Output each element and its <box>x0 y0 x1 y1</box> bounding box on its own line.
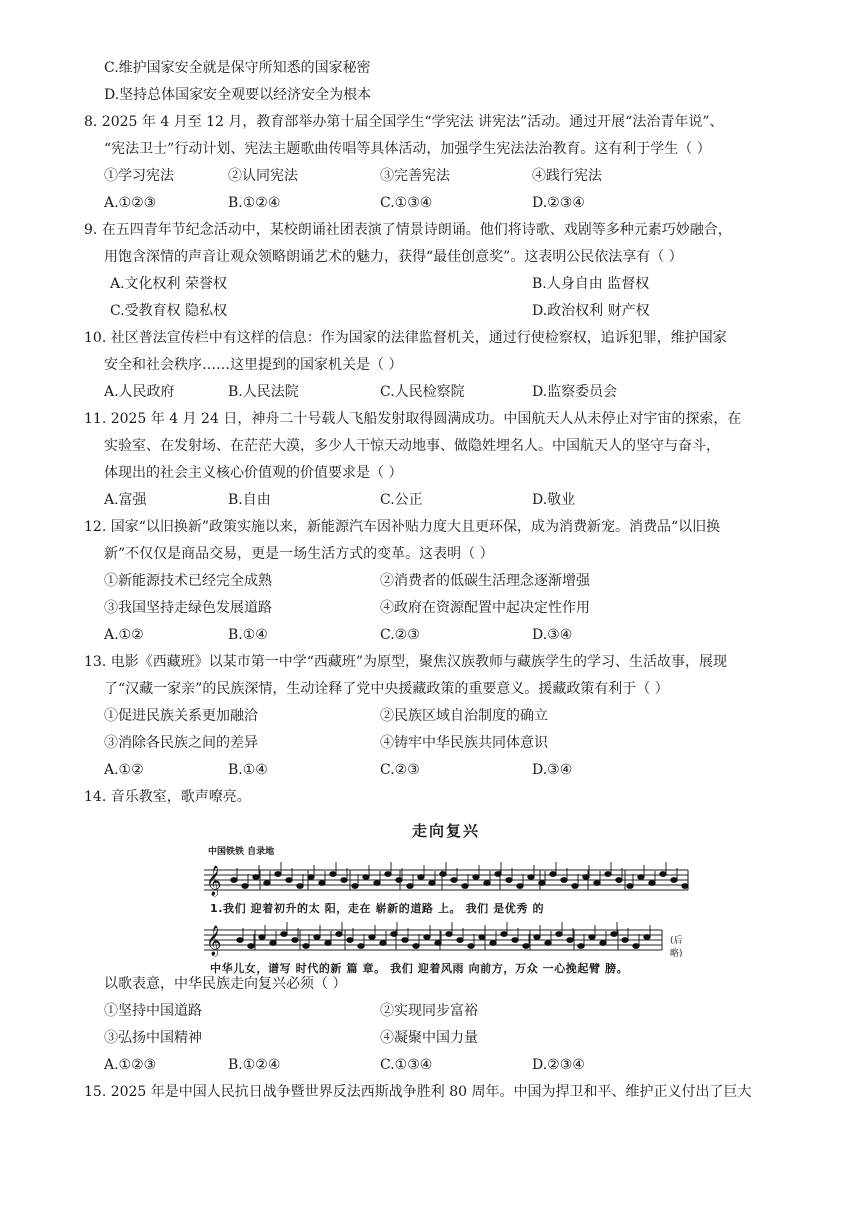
text-line: B.①②④ <box>228 195 281 211</box>
text-line: ③我国坚持走绿色发展道路 <box>104 600 272 616</box>
text-line: ②实现同步富裕 <box>380 1003 478 1019</box>
text-line: “宪法卫士”行动计划、宪法主题歌曲传唱等具体活动，加强学生宪法法治教育。这有利于学生（ ） <box>104 141 711 157</box>
text-line: ③弘扬中国精神 <box>104 1030 202 1046</box>
text-line: 体现出的社会主义核心价值观的价值要求是（ ） <box>104 465 403 481</box>
text-line: ④践行宪法 <box>532 168 602 184</box>
text-line: B.人民法院 <box>228 384 299 400</box>
text-line: D.敬业 <box>532 492 576 508</box>
staff-notation-image <box>200 820 692 978</box>
score-lyrics-line-1: 1.我们 迎着初升的太 阳，走在 崭新的道路 上。 我们 是优秀 的 <box>210 902 545 915</box>
text-line: C.维护国家安全就是保守所知悉的国家秘密 <box>104 60 371 76</box>
text-line: C.②③ <box>380 627 420 643</box>
text-line: 新”不仅仅是商品交易，更是一场生活方式的变革。这表明（ ） <box>104 546 494 562</box>
svg-text:𝄞: 𝄞 <box>206 866 222 896</box>
text-line: A.①② <box>104 762 144 778</box>
text-line: ②民族区域自治制度的确立 <box>380 708 548 724</box>
text-line: 11. 2025 年 4 月 24 日，神舟二十号载人飞船发射取得圆满成功。中国航天人从未停止对宇宙的探索，在 <box>84 411 742 427</box>
text-line: ③消除各民族之间的差异 <box>104 735 258 751</box>
text-line: 12. 国家“以旧换新”政策实施以来，新能源汽车因补贴力度大且更环保，成为消费新宠。消费品“以旧换 <box>84 519 721 535</box>
text-line: D.监察委员会 <box>532 384 618 400</box>
text-line: C.公正 <box>380 492 423 508</box>
text-line: D.政治权利 财产权 <box>532 303 650 319</box>
score-end-tag: (后略) <box>670 936 683 959</box>
text-line: 实验室、在发射场、在茫茫大漠，多少人干惊天动地事、做隐姓埋名人。中国航天人的坚守与奋斗， <box>104 438 720 454</box>
text-line: B.①④ <box>228 762 268 778</box>
text-line: ①促进民族关系更加融洽 <box>104 708 258 724</box>
text-line: A.文化权利 荣誉权 <box>110 276 228 292</box>
text-line: 用饱含深情的声音让观众领略朗诵艺术的魅力，获得“最佳创意奖”。这表明公民依法享有（ ） <box>104 249 683 265</box>
text-line: ①学习宪法 <box>104 168 174 184</box>
text-line: D.③④ <box>532 627 573 643</box>
text-line: C.①③④ <box>380 195 433 211</box>
text-line: 安全和社会秩序……这里提到的国家机关是（ ） <box>104 357 403 373</box>
text-line: B.人身自由 监督权 <box>532 276 650 292</box>
text-line: C.受教育权 隐私权 <box>110 303 228 319</box>
text-line: B.自由 <box>228 492 271 508</box>
svg-text:𝄞: 𝄞 <box>206 926 222 956</box>
text-line: ③完善宪法 <box>380 168 450 184</box>
text-line: 8. 2025 年 4 月至 12 月，教育部举办第十届全国学生“学宪法 讲宪法”活动。通过开展“法治青年说”、 <box>84 114 724 130</box>
text-line: A.①② <box>104 627 144 643</box>
text-line: ④凝聚中国力量 <box>380 1030 478 1046</box>
text-line: D.②③④ <box>532 1057 585 1073</box>
text-line: D.③④ <box>532 762 573 778</box>
text-line: ②消费者的低碳生活理念逐渐增强 <box>380 573 590 589</box>
text-line: ④政府在资源配置中起决定性作用 <box>380 600 590 616</box>
text-line: ①新能源技术已经完全成熟 <box>104 573 272 589</box>
text-line: C.②③ <box>380 762 420 778</box>
score-title: 走向复兴 <box>411 822 480 840</box>
text-line: ①坚持中国道路 <box>104 1003 202 1019</box>
text-line: 了“汉藏一家亲”的民族深情，生动诠释了党中央援藏政策的重要意义。援藏政策有利于（ ） <box>104 681 669 697</box>
text-line: A.人民政府 <box>104 384 175 400</box>
text-line: 9. 在五四青年节纪念活动中，某校朗诵社团表演了情景诗朗诵。他们将诗歌、戏剧等多种元素巧妙融合， <box>84 222 732 238</box>
score-credit: 中国铁铁 自录地 <box>208 847 275 857</box>
text-line: D.坚持总体国家安全观要以经济安全为根本 <box>104 87 372 103</box>
text-line: 10. 社区普法宣传栏中有这样的信息：作为国家的法律监督机关，通过行使检察权，追诉犯罪，维护国家 <box>84 330 727 346</box>
music-score-figure <box>200 820 692 978</box>
score-lyrics-line-2: 中华儿女，谱写 时代的新 篇 章。 我们 迎着风雨 向前方，万众 一心挽起臂 膀。 <box>210 962 629 975</box>
text-line: 13. 电影《西藏班》以某市第一中学“西藏班”为原型，聚焦汉族教师与藏族学生的学习、生活故事，展现 <box>84 654 728 670</box>
text-line: D.②③④ <box>532 195 585 211</box>
text-line: A.①②③ <box>104 195 157 211</box>
text-line: A.①②③ <box>104 1057 157 1073</box>
text-line: ④铸牢中华民族共同体意识 <box>380 735 548 751</box>
text-line: 以歌表意，中华民族走向复兴必须（ ） <box>104 976 347 992</box>
text-line: A.富强 <box>104 492 147 508</box>
text-line: 14. 音乐教室，歌声嘹亮。 <box>84 789 251 805</box>
text-line: B.①②④ <box>228 1057 281 1073</box>
text-line: C.人民检察院 <box>380 384 465 400</box>
text-line: C.①③④ <box>380 1057 433 1073</box>
text-line: 15. 2025 年是中国人民抗日战争暨世界反法西斯战争胜利 80 周年。中国为捍卫和平、维护正义付出了巨大 <box>84 1084 752 1100</box>
text-line: ②认同宪法 <box>228 168 298 184</box>
text-line: B.①④ <box>228 627 268 643</box>
